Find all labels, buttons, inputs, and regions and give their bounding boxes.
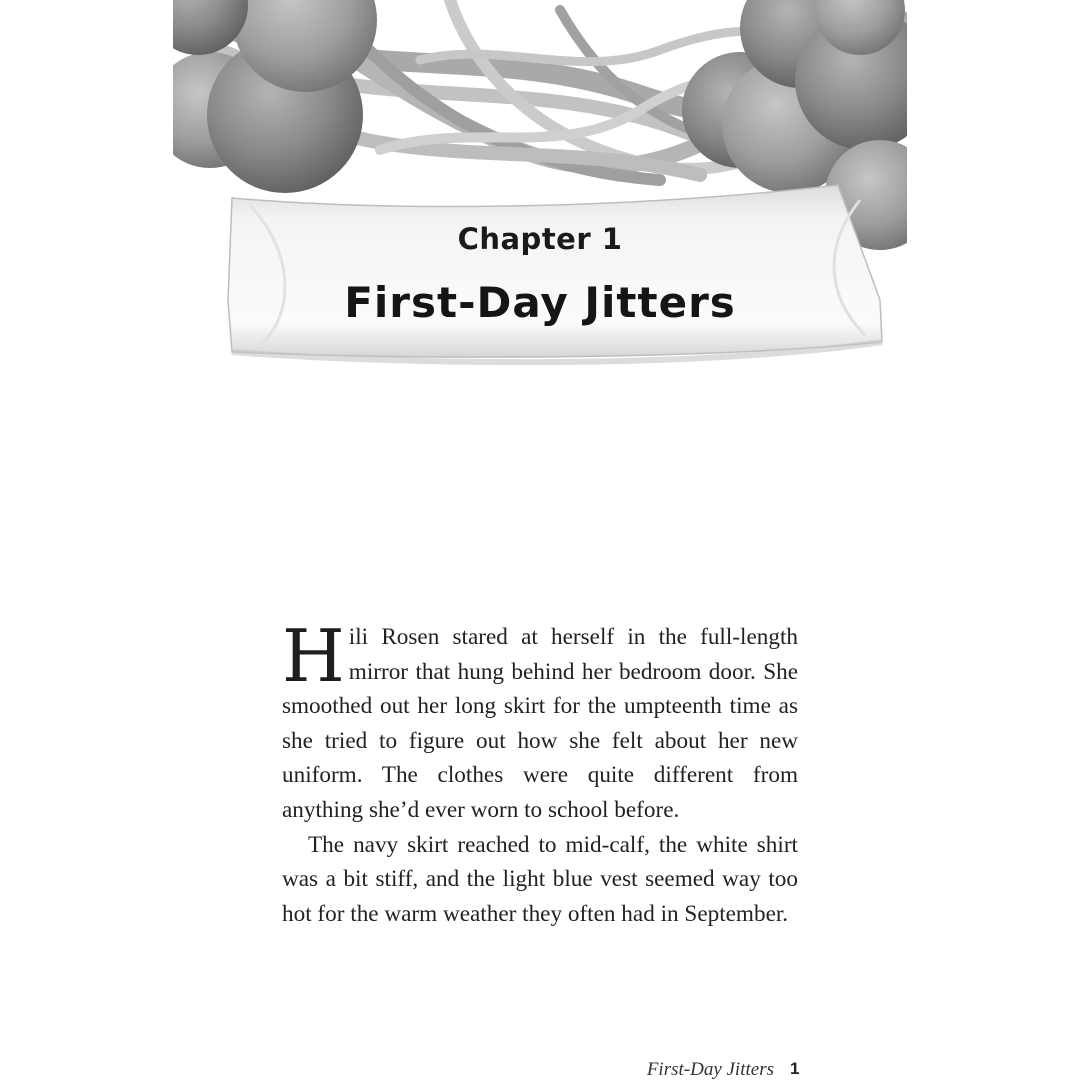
- running-title: First-Day Jitters: [646, 1059, 774, 1080]
- paragraph-2: The navy skirt reached to mid-calf, the white shirt was a bit stiff, and the light blue vest seemed way too hot for the warm weather they often had in September.: [282, 831, 798, 927]
- body-text: [282, 614, 798, 931]
- paragraph-1-text: ili Rosen stared at herself in the full-length mirror that hung behind her bedroom door. She smoothed out her long skirt for the umpteenth time as she tried to figure out how she felt about her new uniform. The clothes were quite different from anything she’d ever worn to school before.: [282, 624, 798, 823]
- cloth-banner: [228, 185, 882, 357]
- drop-cap: H: [282, 614, 345, 698]
- balloon-banner-illustration: [0, 0, 1080, 420]
- chapter-title: First-Day Jitters: [344, 278, 736, 327]
- page-number: 1: [790, 1059, 800, 1078]
- chapter-number: Chapter 1: [457, 222, 623, 256]
- paragraph-1: [282, 614, 798, 828]
